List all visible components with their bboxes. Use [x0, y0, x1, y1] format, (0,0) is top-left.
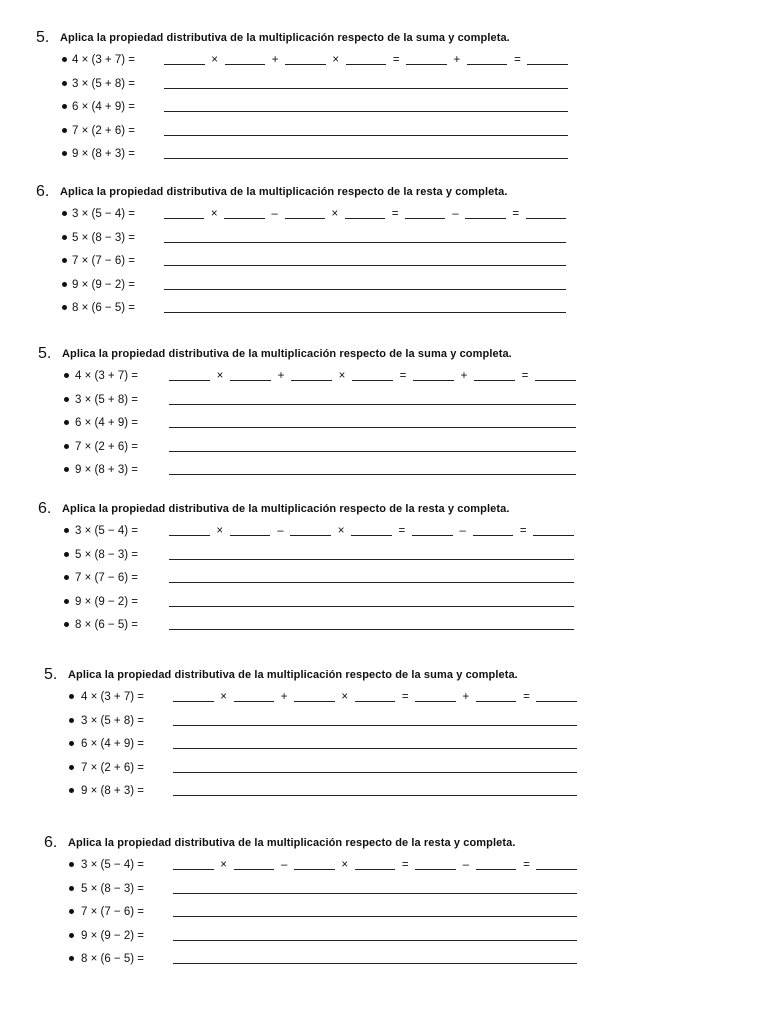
answer-blank[interactable] — [412, 535, 453, 536]
bullet-icon — [64, 373, 69, 378]
answer-line[interactable] — [169, 451, 576, 452]
expression-text: 5 × (8 − 3) = — [81, 882, 144, 895]
expression-text: 8 × (6 − 5) = — [75, 619, 138, 631]
answer-line[interactable] — [169, 559, 574, 560]
answer-blank[interactable] — [406, 64, 447, 65]
bullet-icon — [62, 235, 67, 240]
operator-symbol: = — [512, 208, 520, 220]
answer-line[interactable] — [169, 629, 574, 630]
bullet-icon — [62, 305, 67, 310]
operator-symbol: = — [523, 691, 530, 703]
bullet-icon — [64, 397, 69, 402]
answer-blank[interactable] — [415, 869, 456, 870]
answer-line[interactable] — [173, 725, 577, 726]
bullet-icon — [69, 909, 74, 914]
bullet-icon — [64, 444, 69, 449]
bullet-icon — [69, 933, 74, 938]
expression-text: 8 × (6 − 5) = — [72, 302, 135, 314]
expression-text: 5 × (8 − 3) = — [75, 548, 138, 561]
answer-line[interactable] — [164, 88, 568, 89]
answer-blank[interactable] — [526, 218, 566, 219]
answer-blank[interactable] — [476, 701, 517, 702]
answer-blank[interactable] — [164, 218, 204, 219]
expression-text: 4 × (3 + 7) = — [81, 691, 144, 703]
answer-blank[interactable] — [290, 535, 331, 536]
operator-symbol: = — [398, 525, 406, 537]
operator-symbol: × — [216, 525, 224, 537]
expression-text: 4 × (3 + 7) = — [75, 370, 138, 382]
bullet-icon — [62, 128, 67, 133]
bullet-icon — [69, 765, 74, 770]
bullet-icon — [64, 528, 69, 533]
expression-text: 7 × (2 + 6) = — [75, 440, 138, 453]
answer-blank[interactable] — [291, 380, 332, 381]
exercise-instruction: Aplica la propiedad distributiva de la multiplicación respecto de la suma y completa. — [68, 669, 518, 681]
bullet-icon — [64, 575, 69, 580]
operator-symbol: = — [401, 691, 409, 703]
bullet-icon — [64, 599, 69, 604]
operator-symbol: + — [462, 691, 470, 703]
operator-symbol: – — [271, 208, 278, 220]
answer-line[interactable] — [169, 474, 576, 475]
operator-symbol: × — [331, 208, 339, 220]
bullet-icon — [62, 282, 67, 287]
answer-blank[interactable] — [294, 869, 335, 870]
bullet-icon — [62, 211, 67, 216]
operator-symbol: – — [462, 859, 470, 871]
answer-blank[interactable] — [352, 380, 393, 381]
answer-blank[interactable] — [413, 380, 454, 381]
answer-line[interactable] — [169, 427, 576, 428]
answer-line[interactable] — [164, 312, 566, 313]
operator-symbol: = — [519, 525, 527, 537]
exercise-instruction: Aplica la propiedad distributiva de la multiplicación respecto de la resta y completa. — [60, 186, 508, 198]
exercise-number: 5. — [44, 666, 58, 683]
answer-blank[interactable] — [345, 218, 385, 219]
answer-line[interactable] — [173, 940, 577, 941]
operator-symbol: × — [338, 370, 346, 382]
operator-symbol: + — [271, 54, 279, 66]
answer-line[interactable] — [173, 772, 577, 773]
answer-blank[interactable] — [285, 218, 325, 219]
expression-text: 3 × (5 + 8) = — [75, 393, 138, 406]
expression-text: 8 × (6 − 5) = — [81, 953, 144, 965]
operator-symbol: – — [459, 525, 466, 537]
operator-symbol: × — [341, 691, 349, 703]
answer-line[interactable] — [169, 404, 576, 405]
bullet-icon — [62, 81, 67, 86]
answer-blank[interactable] — [476, 869, 517, 870]
answer-blank[interactable] — [474, 380, 515, 381]
answer-blank[interactable] — [405, 218, 445, 219]
bullet-icon — [62, 104, 67, 109]
operator-symbol: = — [392, 54, 400, 66]
bullet-icon — [69, 741, 74, 746]
operator-symbol: + — [460, 370, 468, 382]
expression-text: 5 × (8 − 3) = — [72, 231, 135, 244]
answer-line[interactable] — [173, 748, 577, 749]
expression-text: 3 × (5 − 4) = — [81, 859, 144, 871]
expression-text: 9 × (9 − 2) = — [81, 929, 144, 942]
bullet-icon — [62, 258, 67, 263]
answer-line[interactable] — [164, 289, 566, 290]
bullet-icon — [64, 467, 69, 472]
bullet-icon — [64, 622, 69, 627]
expression-text: 9 × (9 − 2) = — [72, 278, 135, 291]
operator-symbol: × — [216, 370, 224, 382]
expression-text: 6 × (4 + 9) = — [72, 101, 135, 113]
answer-blank[interactable] — [351, 535, 392, 536]
bullet-icon — [69, 694, 74, 699]
expression-text: 9 × (8 + 3) = — [72, 148, 135, 160]
answer-line[interactable] — [173, 795, 577, 796]
answer-blank[interactable] — [535, 380, 576, 381]
expression-text: 9 × (8 + 3) = — [81, 785, 144, 797]
exercise-number: 5. — [36, 29, 50, 46]
answer-blank[interactable] — [164, 64, 205, 65]
answer-blank[interactable] — [533, 535, 574, 536]
bullet-icon — [64, 420, 69, 425]
operator-symbol: = — [401, 859, 409, 871]
operator-symbol: = — [391, 208, 399, 220]
exercise-instruction: Aplica la propiedad distributiva de la multiplicación respecto de la suma y completa. — [62, 348, 512, 360]
answer-line[interactable] — [164, 242, 566, 243]
answer-blank[interactable] — [230, 380, 271, 381]
answer-line[interactable] — [173, 916, 577, 917]
answer-blank[interactable] — [169, 535, 210, 536]
answer-blank[interactable] — [294, 701, 335, 702]
expression-text: 3 × (5 − 4) = — [72, 208, 135, 220]
answer-line[interactable] — [164, 265, 566, 266]
expression-text: 7 × (7 − 6) = — [72, 255, 135, 267]
answer-line[interactable] — [164, 135, 568, 136]
answer-blank[interactable] — [234, 701, 275, 702]
answer-blank[interactable] — [234, 869, 275, 870]
operator-symbol: = — [521, 370, 529, 382]
exercise-instruction: Aplica la propiedad distributiva de la multiplicación respecto de la resta y completa. — [62, 503, 510, 515]
exercise-number: 6. — [44, 834, 58, 851]
operator-symbol: + — [280, 691, 288, 703]
answer-line[interactable] — [164, 111, 568, 112]
operator-symbol: × — [332, 54, 340, 66]
answer-blank[interactable] — [536, 869, 577, 870]
answer-blank[interactable] — [465, 218, 505, 219]
expression-text: 9 × (9 − 2) = — [75, 595, 138, 608]
operator-symbol: – — [452, 208, 459, 220]
bullet-icon — [69, 886, 74, 891]
expression-text: 7 × (7 − 6) = — [75, 572, 138, 584]
operator-symbol: – — [277, 525, 284, 537]
answer-blank[interactable] — [173, 869, 214, 870]
expression-text: 3 × (5 + 8) = — [81, 714, 144, 727]
answer-blank[interactable] — [173, 701, 214, 702]
answer-blank[interactable] — [169, 380, 210, 381]
operator-symbol: = — [399, 370, 407, 382]
expression-text: 4 × (3 + 7) = — [72, 54, 135, 66]
bullet-icon — [62, 151, 67, 156]
expression-text: 7 × (2 + 6) = — [72, 124, 135, 137]
answer-blank[interactable] — [527, 64, 568, 65]
bullet-icon — [69, 862, 74, 867]
answer-blank[interactable] — [285, 64, 326, 65]
answer-blank[interactable] — [346, 64, 387, 65]
answer-line[interactable] — [169, 606, 574, 607]
expression-text: 3 × (5 + 8) = — [72, 77, 135, 90]
operator-symbol: × — [341, 859, 349, 871]
answer-blank[interactable] — [415, 701, 456, 702]
expression-text: 7 × (7 − 6) = — [81, 906, 144, 918]
answer-line[interactable] — [173, 893, 577, 894]
expression-text: 6 × (4 + 9) = — [81, 738, 144, 750]
operator-symbol: × — [210, 208, 218, 220]
answer-blank[interactable] — [230, 535, 271, 536]
expression-text: 7 × (2 + 6) = — [81, 761, 144, 774]
answer-blank[interactable] — [473, 535, 514, 536]
bullet-icon — [69, 718, 74, 723]
operator-symbol: = — [514, 54, 521, 66]
expression-text: 9 × (8 + 3) = — [75, 464, 138, 476]
exercise-number: 6. — [38, 500, 52, 517]
answer-blank[interactable] — [224, 218, 264, 219]
operator-symbol: × — [220, 859, 227, 871]
operator-symbol: + — [277, 370, 285, 382]
answer-line[interactable] — [164, 158, 568, 159]
answer-blank[interactable] — [225, 64, 266, 65]
operator-symbol: – — [280, 859, 288, 871]
operator-symbol: + — [453, 54, 461, 66]
bullet-icon — [69, 956, 74, 961]
exercise-instruction: Aplica la propiedad distributiva de la multiplicación respecto de la resta y completa. — [68, 837, 516, 849]
exercise-number: 5. — [38, 345, 52, 362]
expression-text: 6 × (4 + 9) = — [75, 417, 138, 429]
operator-symbol: × — [220, 691, 227, 703]
bullet-icon — [69, 788, 74, 793]
answer-blank[interactable] — [536, 701, 577, 702]
bullet-icon — [64, 552, 69, 557]
answer-blank[interactable] — [355, 701, 396, 702]
operator-symbol: × — [337, 525, 345, 537]
expression-text: 3 × (5 − 4) = — [75, 525, 138, 537]
operator-symbol: = — [523, 859, 530, 871]
answer-blank[interactable] — [355, 869, 396, 870]
operator-symbol: × — [211, 54, 218, 66]
bullet-icon — [62, 57, 67, 62]
exercise-instruction: Aplica la propiedad distributiva de la multiplicación respecto de la suma y completa. — [60, 32, 510, 44]
answer-line[interactable] — [173, 963, 577, 964]
answer-blank[interactable] — [467, 64, 508, 65]
answer-line[interactable] — [169, 582, 574, 583]
exercise-number: 6. — [36, 183, 50, 200]
